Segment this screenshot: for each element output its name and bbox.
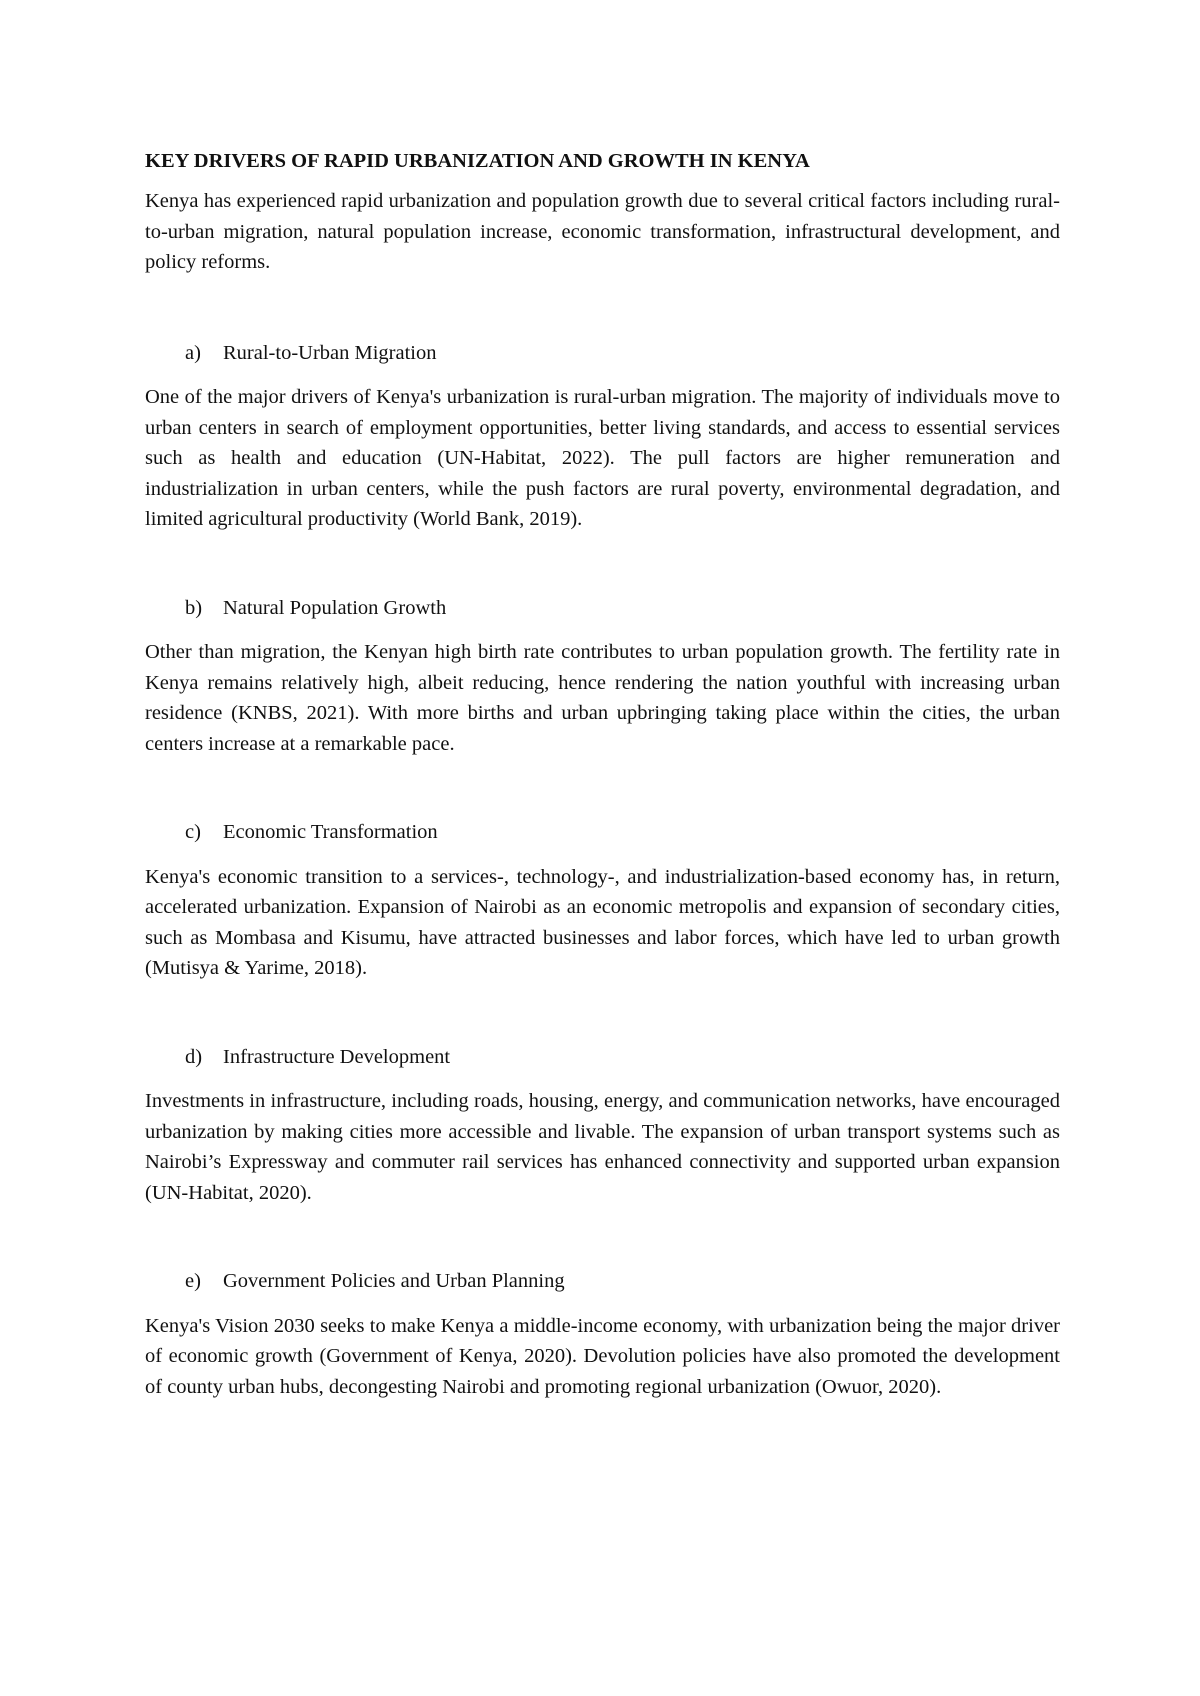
section-title: Rural-to-Urban Migration (223, 341, 437, 364)
section-natural-population-growth (145, 593, 1060, 760)
list-marker: b) (185, 596, 203, 619)
list-marker: e) (185, 1270, 201, 1292)
section-heading (145, 817, 1060, 848)
section-title: Economic Transformation (223, 821, 438, 843)
section-heading (145, 1042, 1060, 1073)
section-title: Infrastructure Development (223, 1045, 451, 1068)
section-rural-urban-migration (145, 338, 1060, 535)
section-government-policies (145, 1266, 1060, 1402)
list-marker: d) (185, 1045, 203, 1068)
section-heading (145, 593, 1060, 624)
section-heading (145, 338, 1060, 369)
section-paragraph: Kenya's Vision 2030 seeks to make Kenya a middle-income economy, with urbanization being the major driver of economic growth (Government of Kenya, 2020). Devolution policies have also promoted the development of county urban hubs, decongesting Nairobi and promoting regional urbanization (Owuor, 2020). (145, 1314, 1060, 1398)
document-body (145, 146, 1060, 1460)
section-heading (145, 1266, 1060, 1297)
section-paragraph: Other than migration, the Kenyan high birth rate contributes to urban population growth. The fertility rate in Kenya remains relatively high, albeit reducing, hence rendering the nation youthful with increasing urban residence (KNBS, 2021). With more births and urban upbringing taking place within the cities, the urban centers increase at a remarkable pace. (145, 641, 1060, 755)
section-title: Natural Population Growth (223, 596, 447, 619)
section-title: Government Policies and Urban Planning (223, 1270, 565, 1292)
section-infrastructure-development (145, 1042, 1060, 1209)
section-paragraph: One of the major drivers of Kenya's urbanization is rural-urban migration. The majority of individuals move to urban centers in search of employment opportunities, better living standards, and access to essential services such as health and education (UN-Habitat, 2022). The pull factors are higher remuneration and industrialization in urban centers, while the push factors are rural poverty, environmental degradation, and limited agricultural productivity (World Bank, 2019). (145, 386, 1060, 530)
document-title: KEY DRIVERS OF RAPID URBANIZATION AND GROWTH IN KENYA (145, 150, 810, 172)
section-paragraph: Investments in infrastructure, including roads, housing, energy, and communication networks, have encouraged urbanization by making cities more accessible and livable. The expansion of urban transport systems such as Nairobi’s Expressway and commuter rail services has enhanced connectivity and supported urban expansion (UN-Habitat, 2020). (145, 1090, 1060, 1204)
section-economic-transformation (145, 817, 1060, 984)
list-marker: a) (185, 341, 201, 364)
list-marker: c) (185, 821, 201, 843)
section-paragraph: Kenya's economic transition to a services-, technology-, and industrialization-based economy has, in return, accelerated urbanization. Expansion of Nairobi as an economic metropolis and expansion of secondary cities, such as Mombasa and Kisumu, have attracted businesses and labor forces, which have led to urban growth (Mutisya & Yarime, 2018). (145, 865, 1060, 979)
intro-paragraph: Kenya has experienced rapid urbanization and population growth due to several critical factors including rural-to-urban migration, natural population increase, economic transformation, infrastructural development, and policy reforms. (145, 190, 1060, 273)
